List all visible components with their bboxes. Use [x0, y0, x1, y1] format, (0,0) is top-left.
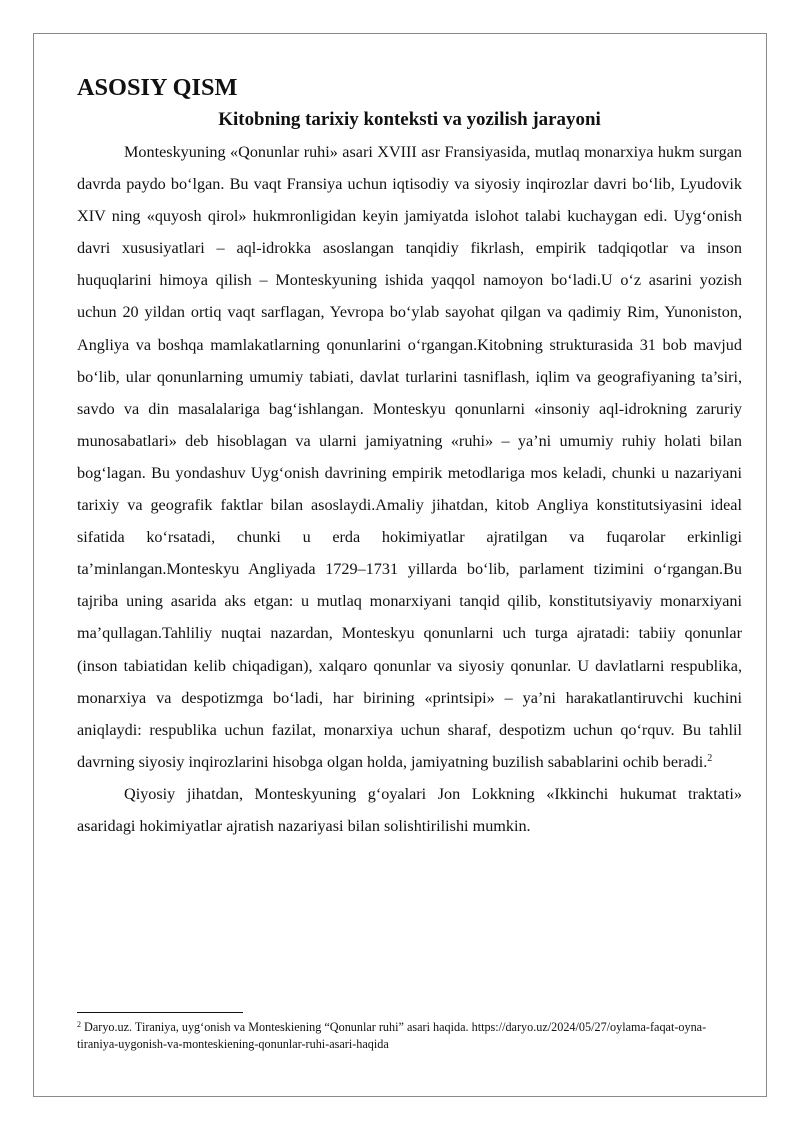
- document-body: [77, 72, 742, 842]
- footnote-text: Daryo.uz. Tiraniya, uyg‘onish va Monteskiening “Qonunlar ruhi” asari haqida. https://daryo.uz/2024/05/27/oylama-faqat-oyna-tiraniya-uygonish-va-monteskiening-qonunlar-ruhi-asari-haqida: [77, 1020, 707, 1051]
- footnote: [77, 1019, 742, 1053]
- subsection-title: Kitobning tarixiy konteksti va yozilish jarayoni: [218, 109, 601, 130]
- body-paragraph-2: [77, 778, 742, 842]
- body-paragraph-1: [77, 136, 742, 778]
- footnote-reference[interactable]: 2: [707, 752, 713, 764]
- section-title: ASOSIY QISM: [77, 74, 238, 101]
- footnote-separator: [77, 1012, 243, 1013]
- paragraph-text: Monteskyuning «Qonunlar ruhi» asari XVIII asr Fransiyasida, mutlaq monarxiya hukm surgan davrda paydo bo‘lgan. Bu vaqt Fransiya uchun iqtisodiy va siyosiy inqirozlar davri bo‘lib, Lyudovik XIV ning «quyosh qirol» hukmronligidan keyin jamiyatda islohot talabi kuchaygan edi. Uyg‘onish davri xususiyatlari – aql-idrokka asoslangan tanqidiy fikrlash, empirik tadqiqotlar va inson huquqlarini himoya qilish – Monteskyuning ishida yaqqol namoyon bo‘ladi.U o‘z asarini yozish uchun 20 yildan ortiq vaqt sarflagan, Yevropa bo‘ylab sayohat qilgan va qadimiy Rim, Yunoniston, Angliya va boshqa mamlakatlarning qonunlarini o‘rgangan.Kitobning strukturasida 31 bob mavjud bo‘lib, ular qonunlarning umumiy tabiati, davlat turlarini tasniflash, iqlim va geografiyaning ta’siri, savdo va din masalalariga bag‘ishlangan. Monteskyu qonunlarni «insoniy aql-idrokning zaruriy munosabatlari» deb hisoblagan va ularni jamiyatning «ruhi» – ya’ni umumiy ruhiy holati bilan bog‘lagan. Bu yondashuv Uyg‘onish davrining empirik metodlariga mos keladi, chunki u nazariyani tarixiy va geografik faktlar bilan asoslaydi.Amaliy jihatdan, kitob Angliya konstitutsiyasini ideal sifatida ko‘rsatadi, chunki u erda hokimiyatlar ajratilgan va fuqarolar erkinligi ta’minlangan.Monteskyu Angliyada 1729–1731 yillarda bo‘lib, parlament tizimini o‘rgangan.Bu tajriba uning asarida aks etgan: u mutlaq monarxiyani tanqid qilib, konstitutsiyaviy monarxiyani ma’qullagan.Tahliliy nuqtai nazardan, Monteskyu qonunlarni uch turga ajratadi: tabiiy qonunlar (inson tabiatidan kelib chiqadigan), xalqaro qonunlar va siyosiy qonunlar. U davlatlarni respublika, monarxiya va despotizmga bo‘ladi, har birining «printsipi» – ya’ni harakatlantiruvchi kuchini aniqlaydi: respublika uchun fazilat, monarxiya uchun sharaf, despotizm uchun qo‘rquv. Bu tahlil davrning siyosiy inqirozlarini hisobga olgan holda, jamiyatning buzilish sabablarini ochib beradi.: [77, 143, 742, 771]
- paragraph-text: Qiyosiy jihatdan, Monteskyuning g‘oyalari Jon Lokkning «Ikkinchi hukumat traktati» asaridagi hokimiyatlar ajratish nazariyasi bilan solishtirilishi mumkin.: [77, 784, 742, 835]
- footnote-number: 2: [77, 1020, 81, 1029]
